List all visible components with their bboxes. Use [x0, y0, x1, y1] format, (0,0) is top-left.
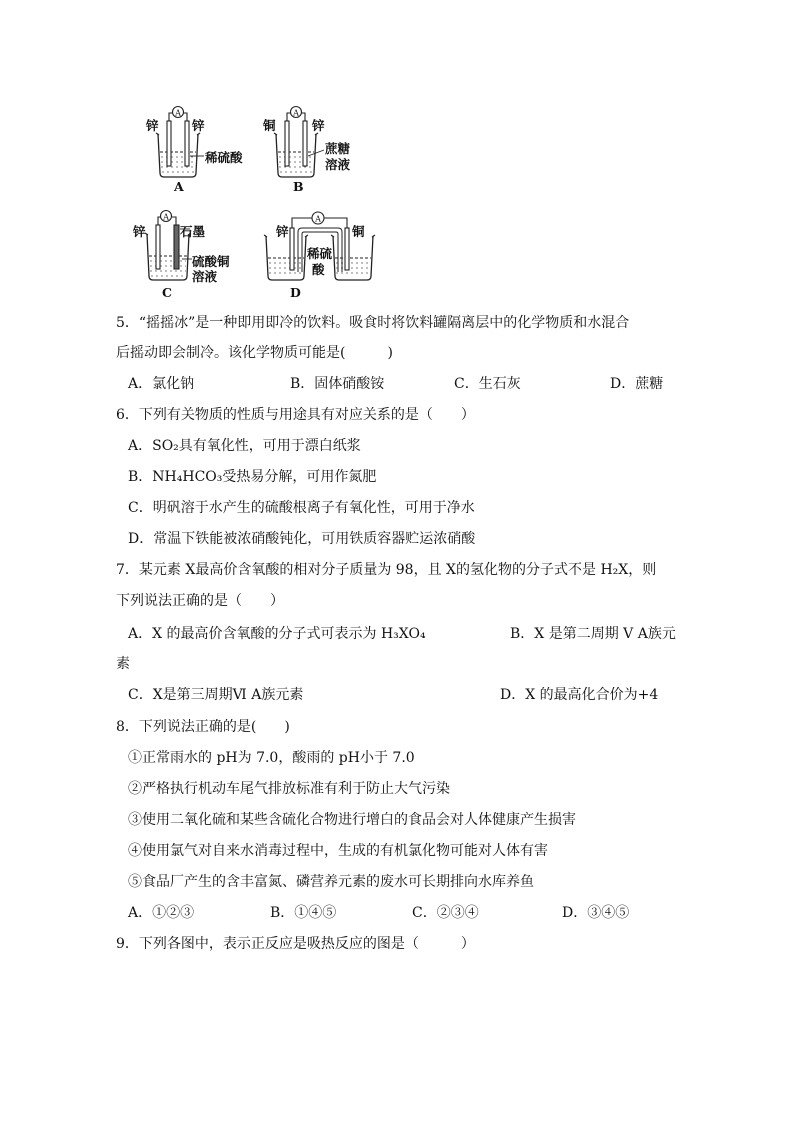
q8-item-1: ①正常雨水的 pH为 7.0，酸雨的 pH小于 7.0	[128, 750, 415, 766]
q7-option-a: A．X 的最高价含氧酸的分子式可表示为 H₃XO₄	[128, 626, 426, 642]
ammeter-label: A	[293, 108, 299, 118]
q7-line-2: 下列说法正确的是（ ）	[116, 593, 284, 609]
q8-option-a: A．①②③	[128, 905, 195, 921]
q8-stem: 8．下列说法正确的是( )	[116, 719, 290, 735]
q6-option-b: B．NH₄HCO₃受热易分解，可用作氮肥	[128, 469, 377, 485]
q8-option-c: C．②③④	[412, 905, 479, 921]
q5-option-a: A．氯化钠	[128, 376, 195, 392]
q6-option-c: C．明矾溶于水产生的硫酸根离子有氧化性，可用于净水	[128, 500, 475, 516]
figure-c-solution-label-2: 溶液	[192, 269, 218, 284]
figure-b-caption: B	[293, 179, 304, 194]
figure-b-solution-label-1: 蔗糖	[325, 141, 351, 156]
figure-c-solution-label-1: 硫酸铜	[192, 254, 230, 269]
ammeter-label: A	[163, 212, 169, 222]
q7-line-1: 7．某元素 X最高价含氧酸的相对分子质量为 98，且 X的氢化物的分子式不是 H₂X，则	[116, 562, 657, 578]
q6-option-a: A．SO₂具有氧化性，可用于漂白纸浆	[128, 438, 361, 454]
apparatus-figures	[0, 0, 794, 310]
q7-option-b-continuation: 素	[116, 656, 130, 672]
figure-c-right-electrode-label: 石墨	[180, 224, 206, 239]
figure-b-right-electrode-label: 锌	[312, 118, 325, 133]
figure-b-solution-label-2: 溶液	[325, 157, 351, 172]
q9-stem: 9．下列各图中，表示正反应是吸热反应的图是（ ）	[116, 936, 475, 952]
figure-c	[145, 211, 192, 281]
q8-item-4: ④使用氯气对自来水消毒过程中，生成的有机氯化物可能对人体有害	[128, 843, 548, 859]
figure-d-right-electrode-label: 铜	[352, 224, 365, 239]
q7-option-b: B．X 是第二周期 Ⅴ A族元	[510, 626, 676, 642]
q7-option-c: C．X是第三周期Ⅵ A族元素	[128, 687, 304, 703]
figure-a-left-electrode-label: 锌	[146, 118, 159, 133]
q8-item-5: ⑤食品厂产生的含丰富氮、磷营养元素的废水可长期排向水库养鱼	[128, 874, 534, 890]
q5-line-1: 5．“摇摇冰”是一种即用即冷的饮料。吸食时将饮料罐隔离层中的化学物质和水混合	[116, 315, 630, 331]
figure-d-solution-label-1: 稀硫	[307, 246, 333, 261]
q8-option-d: D．③④⑤	[562, 905, 630, 921]
q7-option-d: D．X 的最高化合价为+4	[500, 687, 659, 703]
figure-a-right-electrode-label: 锌	[192, 118, 205, 133]
figure-a-solution-label: 稀硫酸	[205, 150, 243, 165]
ammeter-label: A	[175, 108, 181, 118]
q5-option-b: B．固体硝酸铵	[290, 376, 385, 392]
q5-line-2: 后摇动即会制冷。该化学物质可能是( )	[116, 345, 393, 361]
q8-option-b: B．①④⑤	[270, 905, 337, 921]
figure-c-left-electrode-label: 锌	[133, 224, 146, 239]
q8-item-3: ③使用二氧化硫和某些含硫化合物进行增白的食品会对人体健康产生损害	[128, 812, 576, 828]
figure-d-caption: D	[290, 285, 301, 300]
figure-b-left-electrode-label: 铜	[263, 118, 276, 133]
figure-d-left-electrode-label: 锌	[276, 224, 289, 239]
ammeter-label: A	[315, 214, 321, 224]
q6-option-d: D．常温下铁能被浓硝酸钝化，可用铁质容器贮运浓硝酸	[128, 531, 476, 547]
q8-item-2: ②严格执行机动车尾气排放标准有利于防止大气污染	[128, 781, 450, 797]
figure-c-caption: C	[162, 285, 172, 300]
figure-d-solution-label-2: 酸	[312, 262, 325, 277]
q5-option-d: D．蔗糖	[610, 376, 664, 392]
figure-a-caption: A	[174, 179, 184, 194]
q6-stem: 6．下列有关物质的性质与用途具有对应关系的是（ ）	[116, 407, 475, 423]
q5-option-c: C．生石灰	[454, 376, 521, 392]
